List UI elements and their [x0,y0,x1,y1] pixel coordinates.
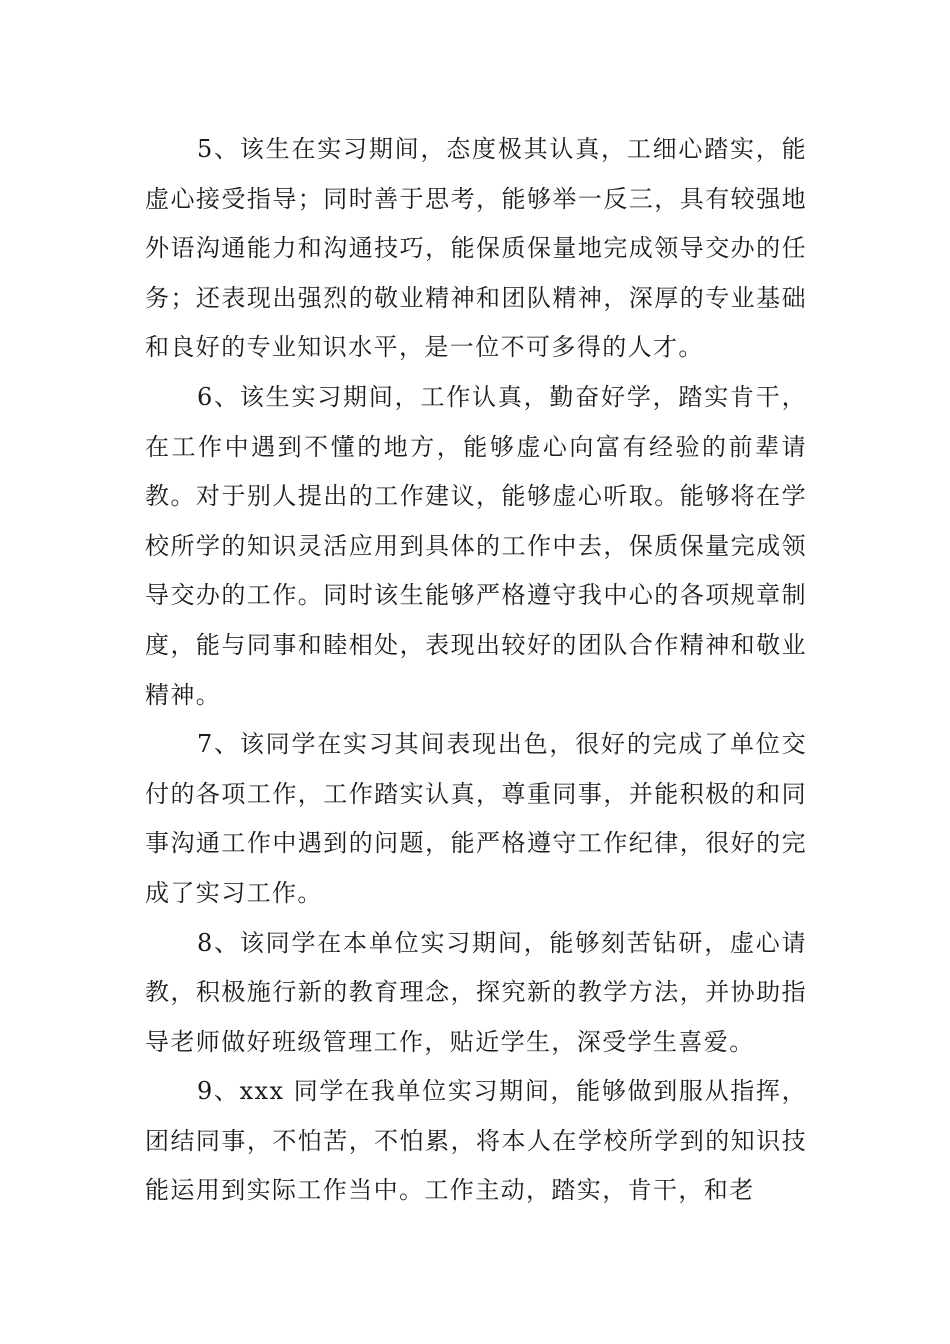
paragraph-8: 8、该同学在本单位实习期间，能够刻苦钻研，虚心请教，积极施行新的教育理念，探究新的教学方法，并协助指导老师做好班级管理工作，贴近学生，深受学生喜爱。 [145,928,807,1056]
paragraph-5: 5、该生在实习期间，态度极其认真，工细心踏实，能虚心接受指导；同时善于思考，能够举一反三，具有较强地外语沟通能力和沟通技巧，能保质保量地完成领导交办的任务；还表现出强烈的敬业精神和团队精神，深厚的专业基础和良好的专业知识水平，是一位不可多得的人才。 [145,135,807,362]
paragraph-7: 7、该同学在实习其间表现出色，很好的完成了单位交付的各项工作，工作踏实认真，尊重同事，并能积极的和同事沟通工作中遇到的问题，能严格遵守工作纪律，很好的完成了实习工作。 [145,730,807,907]
paragraph-9: 9、xxx 同学在我单位实习期间，能够做到服从指挥，团结同事，不怕苦，不怕累，将本人在学校所学到的知识技能运用到实际工作当中。工作主动，踏实，肯干，和老 [145,1077,807,1205]
document-body [145,125,807,1216]
paragraph-6: 6、该生实习期间，工作认真，勤奋好学，踏实肯干，在工作中遇到不懂的地方，能够虚心向富有经验的前辈请教。对于别人提出的工作建议，能够虚心听取。能够将在学校所学的知识灵活应用到具体的工作中去，保质保量完成领导交办的工作。同时该生能够严格遵守我中心的各项规章制度，能与同事和睦相处，表现出较好的团队合作精神和敬业精神。 [145,382,807,709]
